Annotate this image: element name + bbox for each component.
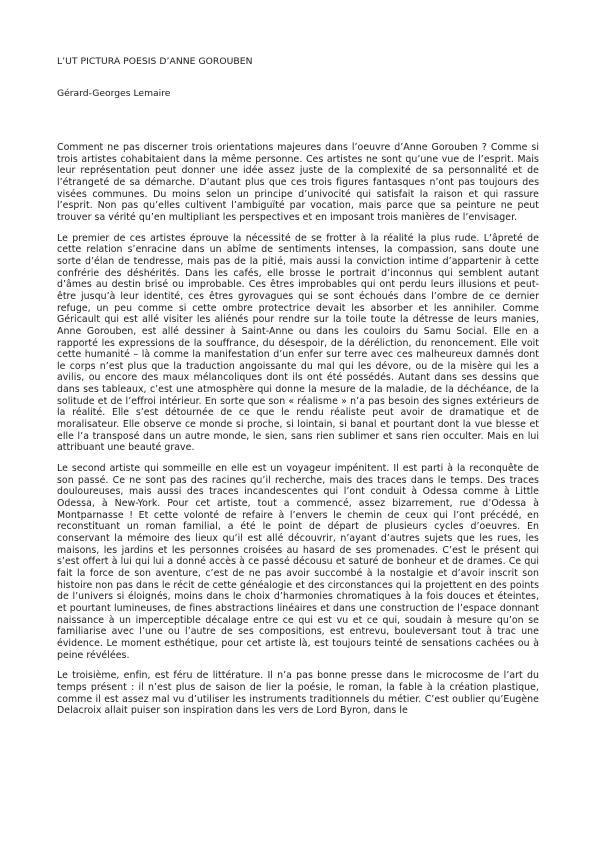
document-page <box>57 56 539 726</box>
author-name: Gérard-Georges Lemaire <box>57 88 171 99</box>
paragraph-2: Le premier de ces artistes éprouve la nécessité de se frotter à la réalité la plus rude. L’âpreté de cette relation s’enracine dans un abîme de sentiments intenses, la compassion, sans doute une sorte d’élan de tendresse, mais pas de la pitié, mais aussi la conviction intime d’appartenir à cette confrérie des déshérités. Dans les cafés, elle brosse le portrait d’inconnus qui semblent autant d’âmes au destin brisé ou improbable. Ces êtres improbables qui ont perdu leurs illusions et peut-être jusqu’à leur identité, ces êtres gyrovagues qui se sont échoués dans l’ombre de ce dernier refuge, un peu comme si cette ombre protectrice devait les absorber et les annihiler. Comme Géricault qui est allé visiter les aliénés pour rendre sur la toile toute la détresse de leurs manies, Anne Gorouben, est allé dessiner à Saint-Anne ou dans les couloirs du Samu Social. Elle en a rapporté les expressions de la souffrance, du désespoir, de la déréliction, du renoncement. Elle voit cette humanité – là comme la manifestation d’un enfer sur terre avec ces malheureux damnés dont le corps n’est plus que la traduction angoissante du mal qui les dévore, ou de la misère qui les a avilis, ou encore des maux mélancoliques dont ils ont été possédés. Autant dans ses dessins que dans ses tableaux, c’est une atmosphère qui donne la mesure de la maladie, de la déchéance, de la solitude et de l’effroi intérieur. En sorte que son « réalisme » n’a pas besoin des signes extérieurs de la réalité. Elle s’est détournée de ce que le rendu réaliste peut avoir de dramatique et de moralisateur. Elle observe ce monde si proche, si lointain, si banal et pourtant dont la vue blesse et elle l’a transposé dans un autre monde, le sien, sans rien sublimer et sans rien occulter. Mais en lui attribuant une beauté grave. <box>57 232 539 454</box>
paragraph-1: Comment ne pas discerner trois orientations majeures dans l’oeuvre d’Anne Gorouben ? Comme si trois artistes cohabitaient dans la même personne. Ces artistes ne sont qu’une vue de l’esprit. Mais leur représentation peut donner une idée assez juste de la complexité de sa personnalité et de l’étrangeté de sa démarche. D’autant plus que ces trois figures fantasques n’ont pas toujours des visées communes. Du moins selon un principe d’univocité qui satisfait la raison et qui rassure l’esprit. Non pas qu’elles cultivent l’ambiguïté par vocation, mais parce que sa peinture ne peut trouver sa vérité qu’en multipliant les perspectives et en imposant trois manières de l’envisager. <box>57 142 539 223</box>
paragraph-3: Le second artiste qui sommeille en elle est un voyageur impénitent. Il est parti à la reconquête de son passé. Ce ne sont pas des racines qu’il recherche, mais des traces dans le temps. Des traces douloureuses, mais aussi des traces incandescentes qui l’ont conduit à Odessa comme à Little Odessa, à New-York. Pour cet artiste, tout a commencé, assez bizarrement, rue d’Odessa à Montparnasse ! Et cette volonté de refaire à l’envers le chemin de ceux qui l’ont précédé, en reconstituant un roman familial, a été le point de départ de plusieurs cycles d’oeuvres. En conservant la mémoire des lieux qu’il est allé découvrir, n’ayant d’autres sujets que les rues, les maisons, les jardins et les personnes croisées au hasard de ses promenades. C’est le présent qui s’est offert à lui qui lui a donné accès à ce passé décousu et saturé de bonheur et de drames. Ce qui fait la force de son aventure, c’est de ne pas avoir succombé à la nostalgie et d’avoir inscrit son histoire non pas dans le récit de cette généalogie et des circonstances qui la projettent en des points de l’univers si éloignés, moins dans le choix d’harmonies chromatiques à la fois douces et éteintes, et pourtant lumineuses, de fines abstractions linéaires et dans une construction de l’espace donnant naissance à un imperceptible décalage entre ce qui est vu et ce qui, soudain à mesure qu’on se familiarise avec l’une ou l’autre de ses compositions, est entrevu, bouleversant tout à trac une évidence. Le moment esthétique, pour cet artiste là, est toujours teinté de sensations cachées ou à peine révélées. <box>57 463 539 661</box>
paragraph-4: Le troisième, enfin, est féru de littérature. Il n’a pas bonne presse dans le microcosme de l’art du temps présent : il n’est plus de saison de lier la poésie, le roman, la fable à la création plastique, comme il est assez mal vu d’utiliser les instruments traditionnels du métier. C’est oublier qu’Eugène Delacroix allait puiser son inspiration dans les vers de Lord Byron, dans le <box>57 670 539 717</box>
body-text <box>57 142 539 717</box>
document-title: L’UT PICTURA POESIS D’ANNE GOROUBEN <box>57 56 253 67</box>
